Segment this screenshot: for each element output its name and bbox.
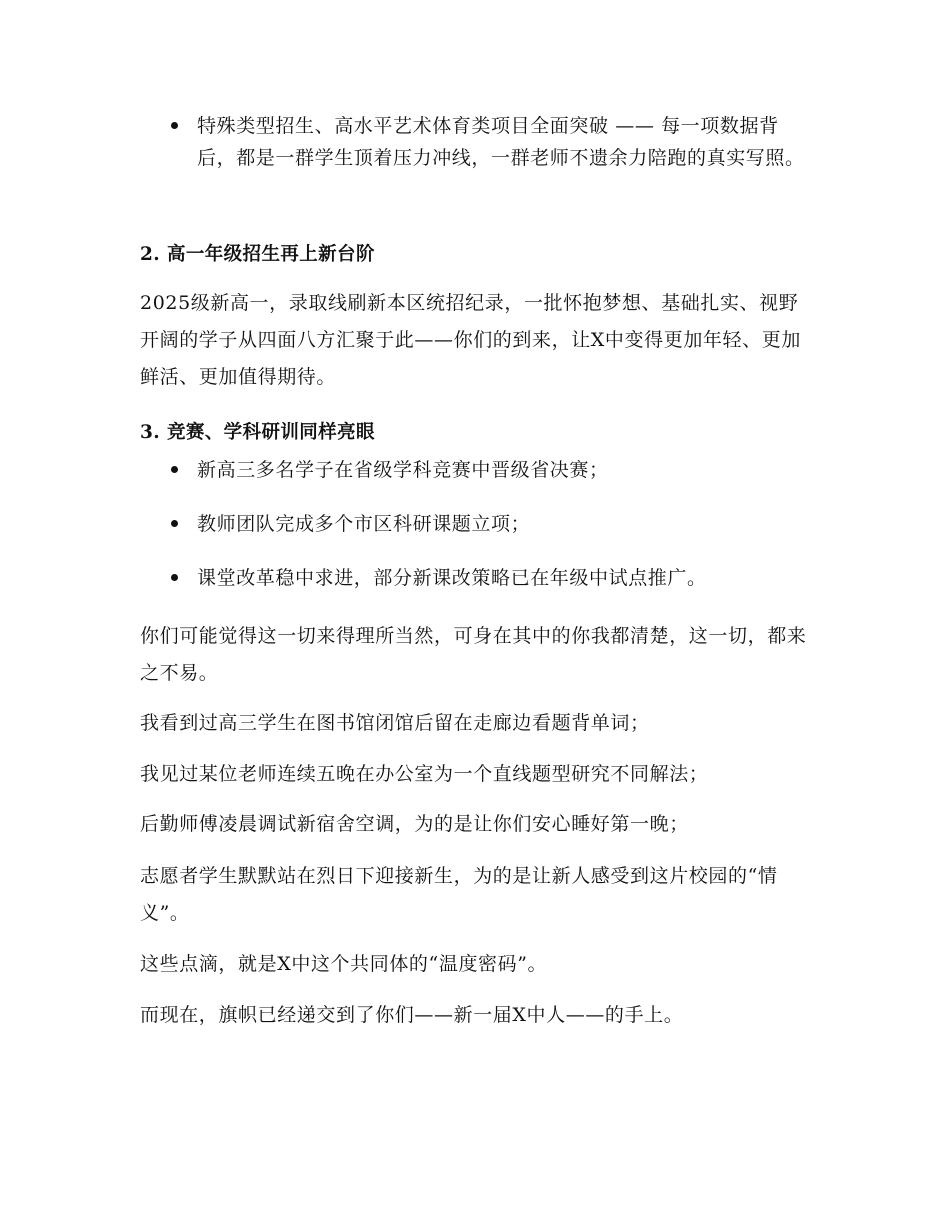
paragraph: 这些点滴，就是X中这个共同体的“温度密码”。 bbox=[140, 953, 548, 975]
bullet-icon bbox=[171, 520, 178, 527]
section-heading: 2. 高一年级招生再上新台阶 bbox=[140, 244, 375, 265]
paragraph: 而现在，旗帜已经递交到了你们——新一届X中人——的手上。 bbox=[140, 1004, 684, 1026]
list-item-text: 课堂改革稳中求进，部分新课改策略已在年级中试点推广。 bbox=[197, 567, 707, 589]
list-item-text: 新高三多名学子在省级学科竞赛中晋级省决赛； bbox=[197, 459, 609, 481]
bullet-icon bbox=[171, 122, 178, 129]
paragraph: 我见过某位老师连续五晚在办公室为一个直线题型研究不同解法； bbox=[140, 763, 709, 785]
list-item bbox=[197, 562, 809, 594]
paragraph: 我看到过高三学生在图书馆闭馆后留在走廊边看题背单词； bbox=[140, 712, 650, 734]
list-item bbox=[197, 110, 809, 174]
list-item bbox=[197, 454, 809, 486]
paragraph: 你们可能觉得这一切来得理所当然，可身在其中的你我都清楚，这一切，都来之不易。 bbox=[140, 625, 807, 684]
paragraph: 2025级新高一，录取线刷新本区统招纪录，一批怀抱梦想、基础扎实、视野开阔的学子从四面八方汇聚于此——你们的到来，让X中变得更加年轻、更加鲜活、更加值得期待。 bbox=[140, 292, 801, 388]
section-heading: 3. 竞赛、学科研训同样亮眼 bbox=[140, 422, 375, 443]
list-item-text: 教师团队完成多个市区科研课题立项； bbox=[197, 513, 531, 535]
list-item-text: 特殊类型招生、高水平艺术体育类项目全面突破 —— 每一项数据背后，都是一群学生顶着压力冲线，一群老师不遗余力陪跑的真实写照。 bbox=[197, 115, 805, 169]
paragraph: 志愿者学生默默站在烈日下迎接新生，为的是让新人感受到这片校园的“情义”。 bbox=[140, 865, 778, 924]
bullet-icon bbox=[171, 466, 178, 473]
bullet-icon bbox=[171, 574, 178, 581]
list-item bbox=[197, 508, 809, 540]
paragraph: 后勤师傅凌晨调试新宿舍空调，为的是让你们安心睡好第一晚； bbox=[140, 813, 689, 835]
